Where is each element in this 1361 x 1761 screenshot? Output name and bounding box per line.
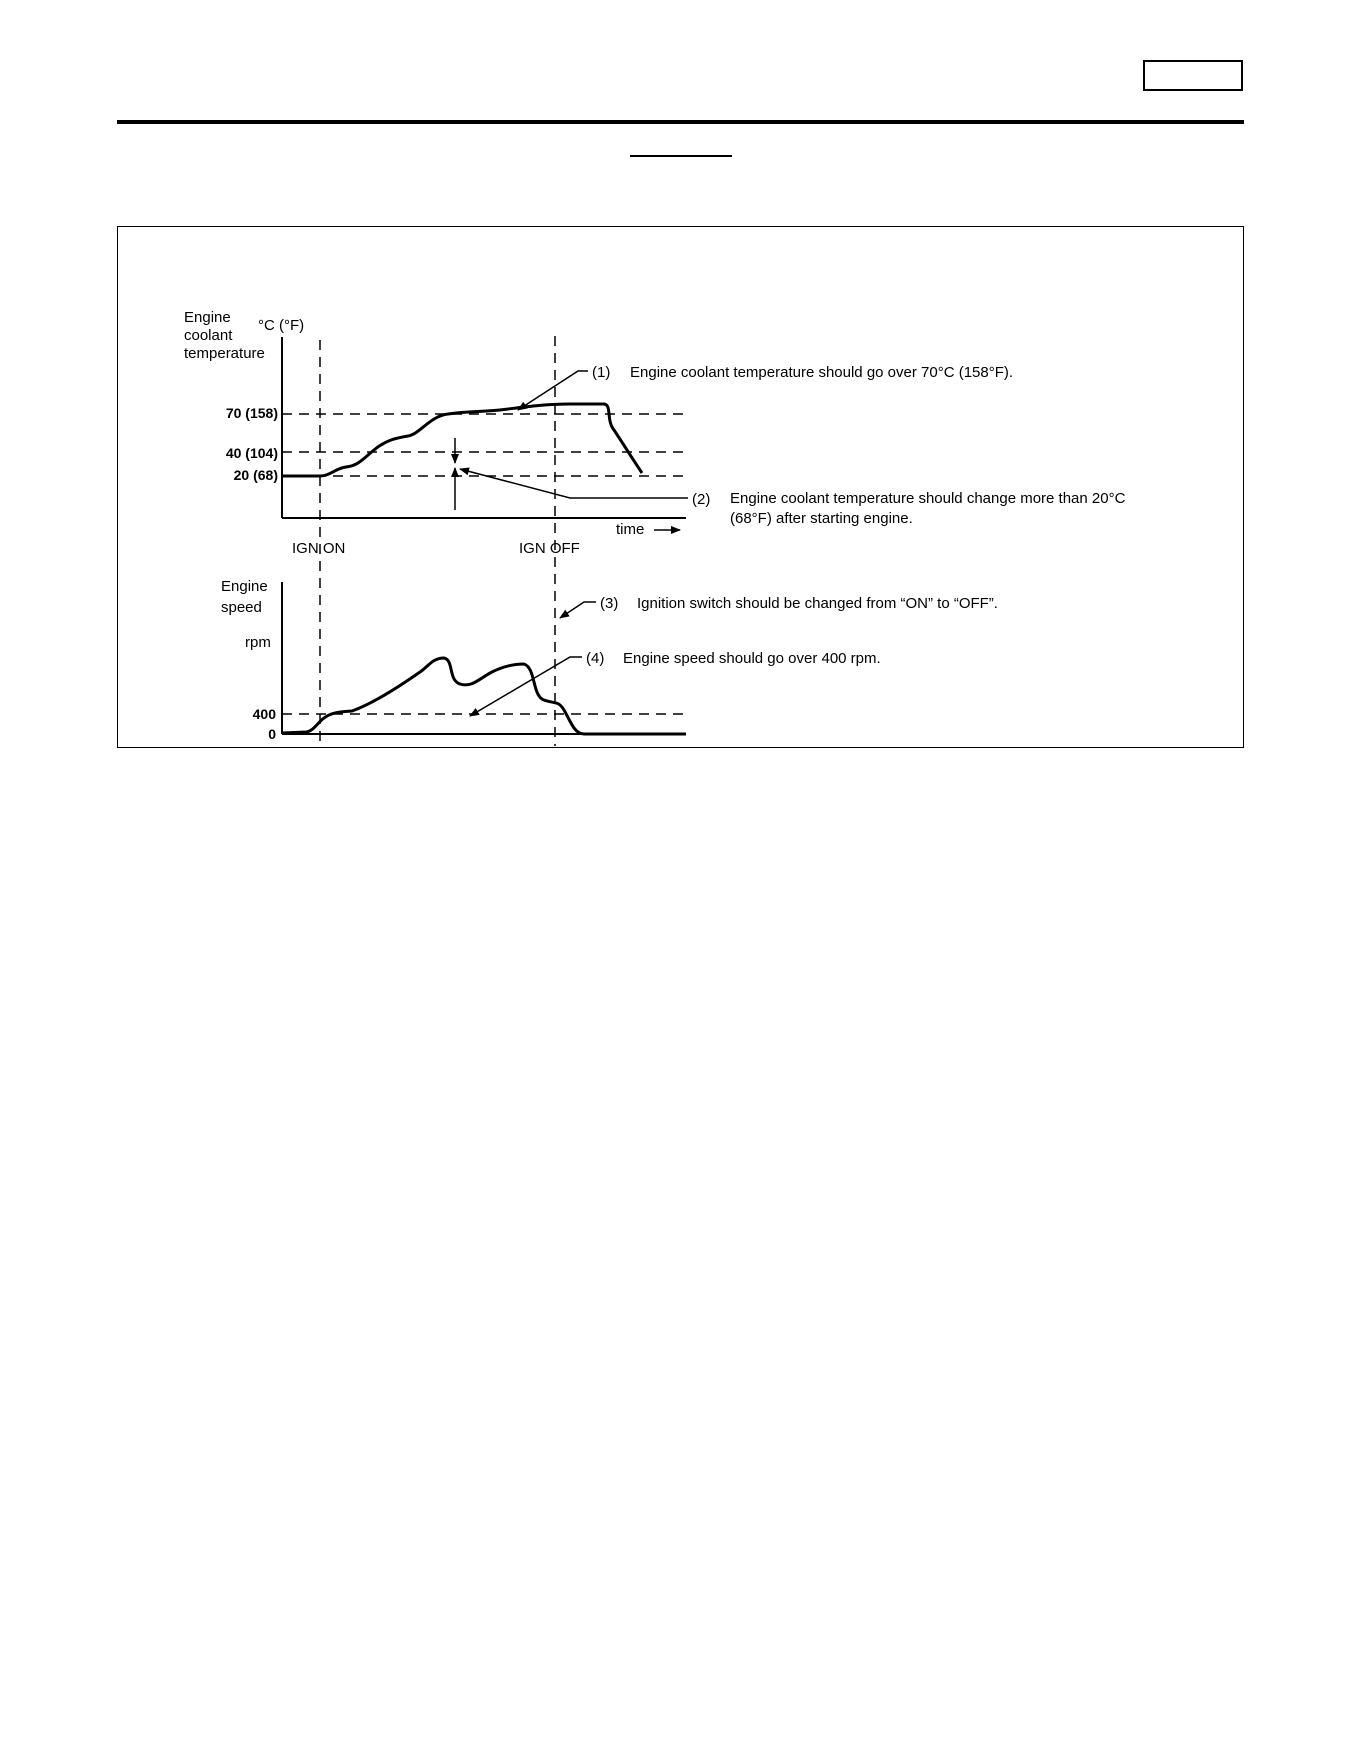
note-2-text-line-2: (68°F) after starting engine. [730,510,913,527]
note-1-text: Engine coolant temperature should go over 70°C (158°F). [630,364,1014,381]
temp-tick-70: 70 (158) [225,405,278,421]
note-1-number: (1) [592,364,611,381]
speed-y-unit: rpm [245,634,271,651]
note-2-text-line-1: Engine coolant temperature should change more than 20°C [730,490,1126,507]
note-2-leader [460,469,688,498]
time-axis-label: time [616,521,645,538]
speed-y-title-line-2: speed [221,599,262,616]
note-2-number: (2) [692,491,711,508]
temperature-chart [184,309,1126,538]
note-4-number: (4) [586,650,605,667]
temp-tick-40: 40 (104) [225,445,278,461]
note-3-number: (3) [600,595,619,612]
temp-y-unit: °C (°F) [258,317,305,334]
ign-off-label: IGN OFF [519,540,580,557]
ign-on-label: IGN ON [292,540,346,557]
engine-speed-chart [221,578,998,742]
temp-y-title-line-3: temperature [184,345,265,362]
speed-y-title-line-1: Engine [221,578,268,595]
note-4-text: Engine speed should go over 400 rpm. [623,650,881,667]
temp-y-title-line-2: coolant [184,327,233,344]
temp-tick-20: 20 (68) [233,467,278,483]
speed-tick-400: 400 [252,706,276,722]
engine-speed-curve [282,658,686,734]
note-3-text: Ignition switch should be changed from “ON” to “OFF”. [637,595,998,612]
temp-y-title-line-1: Engine [184,309,231,326]
speed-tick-0: 0 [268,726,276,742]
note-3-leader [560,602,596,618]
coolant-temperature-curve [282,404,642,476]
